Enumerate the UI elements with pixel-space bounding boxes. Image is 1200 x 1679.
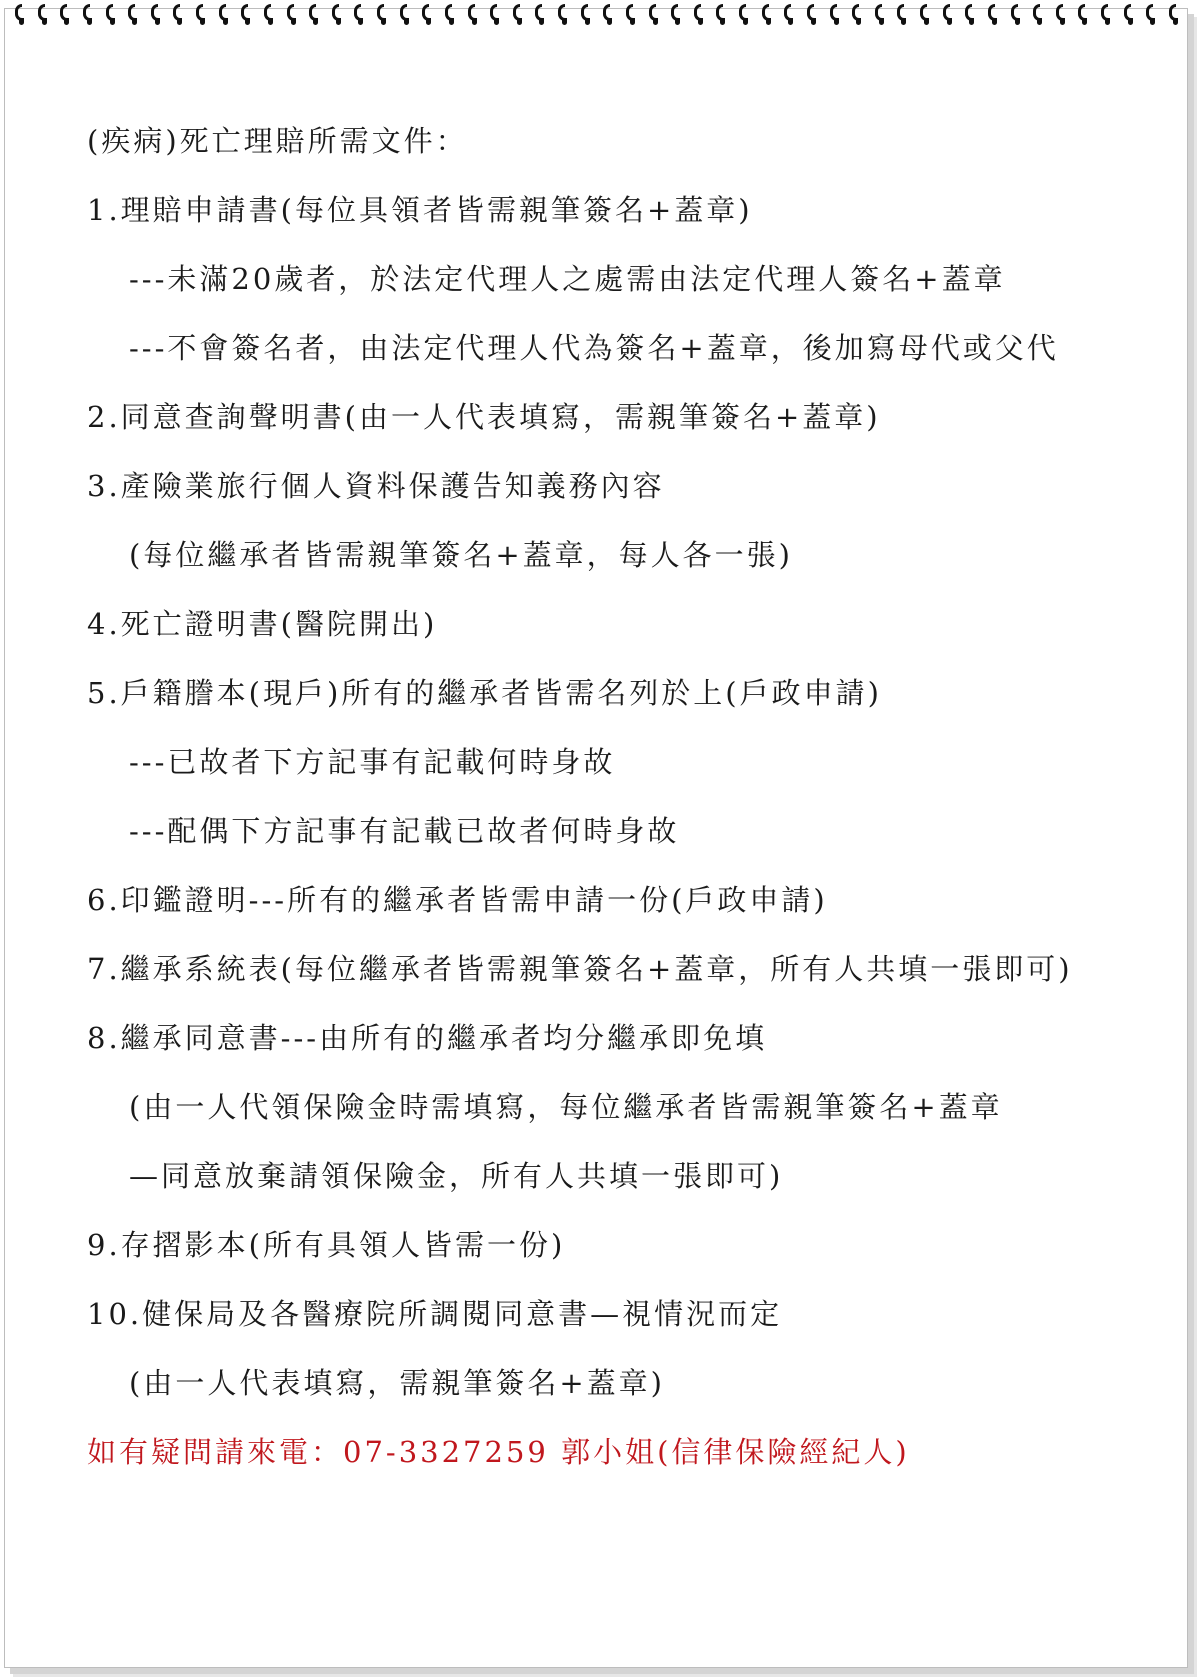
list-item: 3.產險業旅行個人資料保護告知義務內容: [87, 469, 665, 503]
list-item: 9.存摺影本(所有具領人皆需一份): [87, 1228, 566, 1262]
list-subitem: ---已故者下方記事有記載何時身故: [129, 745, 616, 779]
spiral-ring-icon: [987, 4, 999, 28]
contact-info: 如有疑問請來電：07-3327259 郭小姐(信律保險經紀人): [87, 1435, 910, 1469]
spiral-ring-icon: [467, 4, 479, 28]
spiral-ring-icon: [150, 4, 162, 28]
spiral-ring-icon: [919, 4, 931, 28]
spiral-ring-icon: [1032, 4, 1044, 28]
spiral-ring-icon: [670, 4, 682, 28]
spiral-ring-icon: [625, 4, 637, 28]
spiral-ring-icon: [195, 4, 207, 28]
spiral-ring-icon: [1168, 4, 1180, 28]
list-item: 4.死亡證明書(醫院開出): [87, 607, 438, 641]
spiral-ring-icon: [331, 4, 343, 28]
spiral-ring-icon: [421, 4, 433, 28]
spiral-ring-icon: [942, 4, 954, 28]
spiral-ring-icon: [806, 4, 818, 28]
list-subitem: ---未滿20歲者，於法定代理人之處需由法定代理人簽名+蓋章: [129, 262, 1006, 296]
spiral-ring-icon: [59, 4, 71, 28]
spiral-ring-icon: [353, 4, 365, 28]
spiral-ring-icon: [1100, 4, 1112, 28]
list-subitem: (由一人代表填寫，需親筆簽名+蓋章): [129, 1366, 665, 1400]
spiral-ring-icon: [1055, 4, 1067, 28]
spiral-ring-icon: [964, 4, 976, 28]
spiral-ring-icon: [602, 4, 614, 28]
list-item: 10.健保局及各醫療院所調閱同意書—視情況而定: [87, 1297, 783, 1331]
list-item: 1.理賠申請書(每位具領者皆需親筆簽名+蓋章): [87, 193, 753, 227]
spiral-ring-icon: [82, 4, 94, 28]
list-subitem: (由一人代領保險金時需填寫，每位繼承者皆需親筆簽名+蓋章: [129, 1090, 1003, 1124]
spiral-ring-icon: [489, 4, 501, 28]
spiral-ring-icon: [580, 4, 592, 28]
spiral-ring-icon: [761, 4, 773, 28]
spiral-ring-icon: [715, 4, 727, 28]
spiral-ring-icon: [534, 4, 546, 28]
list-item: 6.印鑑證明---所有的繼承者皆需申請一份(戶政申請): [87, 883, 828, 917]
spiral-ring-icon: [376, 4, 388, 28]
list-subitem: ---不會簽名者，由法定代理人代為簽名+蓋章，後加寫母代或父代: [129, 331, 1059, 365]
document-content: [5, 9, 1189, 1669]
spiral-ring-icon: [240, 4, 252, 28]
spiral-ring-icon: [444, 4, 456, 28]
spiral-ring-icon: [829, 4, 841, 28]
spiral-ring-icon: [37, 4, 49, 28]
spiral-ring-icon: [738, 4, 750, 28]
spiral-ring-icon: [1145, 4, 1157, 28]
list-subitem: (每位繼承者皆需親筆簽名+蓋章，每人各一張): [129, 538, 793, 572]
spiral-ring-icon: [172, 4, 184, 28]
spiral-ring-icon: [399, 4, 411, 28]
spiral-ring-icon: [851, 4, 863, 28]
spiral-ring-icon: [512, 4, 524, 28]
list-item: 5.戶籍謄本(現戶)所有的繼承者皆需名列於上(戶政申請): [87, 676, 882, 710]
document-title: (疾病)死亡理賠所需文件：: [87, 124, 468, 158]
list-subitem: —同意放棄請領保險金，所有人共填一張即可): [129, 1159, 784, 1193]
spiral-ring-icon: [218, 4, 230, 28]
spiral-ring-icon: [286, 4, 298, 28]
spiral-ring-icon: [783, 4, 795, 28]
spiral-ring-icon: [896, 4, 908, 28]
list-item: 2.同意查詢聲明書(由一人代表填寫，需親筆簽名+蓋章): [87, 400, 881, 434]
spiral-binding: [14, 4, 1180, 30]
spiral-ring-icon: [1077, 4, 1089, 28]
spiral-ring-icon: [648, 4, 660, 28]
spiral-ring-icon: [308, 4, 320, 28]
spiral-ring-icon: [14, 4, 26, 28]
list-subitem: ---配偶下方記事有記載已故者何時身故: [129, 814, 680, 848]
list-item: 8.繼承同意書---由所有的繼承者均分繼承即免填: [87, 1021, 768, 1055]
spiral-ring-icon: [693, 4, 705, 28]
notebook-paper: [4, 8, 1188, 1668]
spiral-ring-icon: [127, 4, 139, 28]
spiral-ring-icon: [557, 4, 569, 28]
spiral-ring-icon: [1123, 4, 1135, 28]
spiral-ring-icon: [874, 4, 886, 28]
spiral-ring-icon: [1010, 4, 1022, 28]
spiral-ring-icon: [105, 4, 117, 28]
spiral-ring-icon: [263, 4, 275, 28]
list-item: 7.繼承系統表(每位繼承者皆需親筆簽名+蓋章，所有人共填一張即可): [87, 952, 1073, 986]
